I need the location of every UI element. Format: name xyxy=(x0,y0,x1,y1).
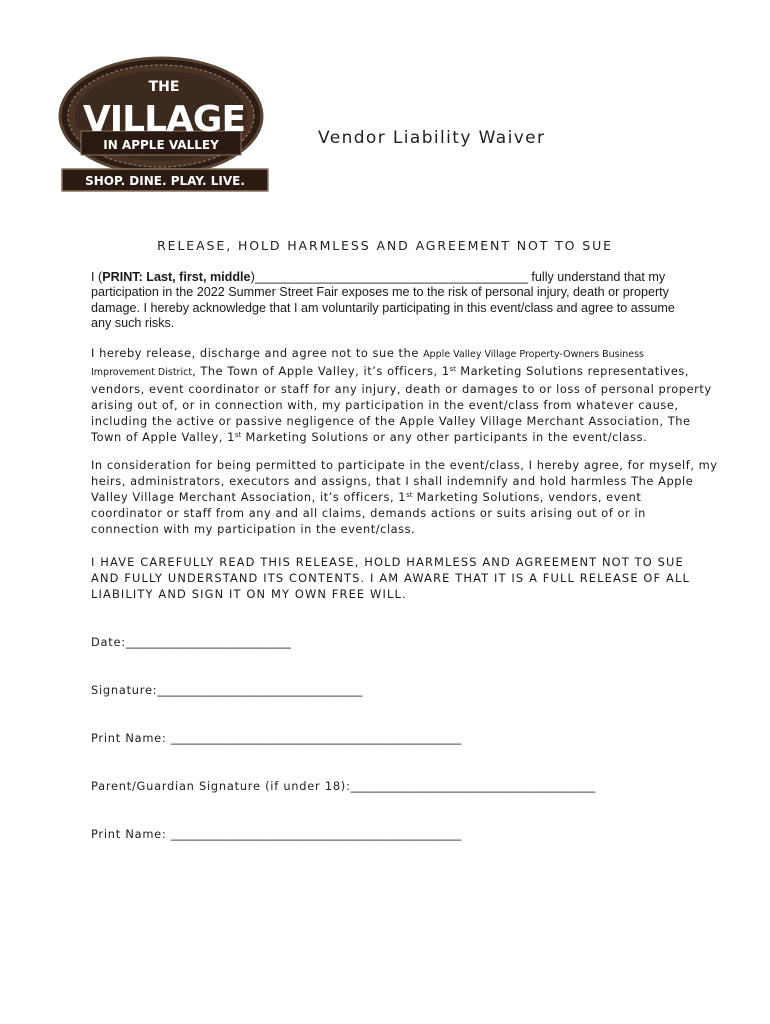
acknowledgement-line-3: LIABILITY AND SIGN IT ON MY OWN FREE WILL. xyxy=(91,587,407,602)
document-title: Vendor Liability Waiver xyxy=(318,128,546,148)
indemnity-text: Marketing Solutions, vendors, event xyxy=(412,490,642,505)
date-field xyxy=(91,635,291,649)
indemnity-line-2: heirs, administrators, executors and assigns, that I shall indemnify and hold harmless The Apple xyxy=(91,474,694,489)
print-name-field-1 xyxy=(91,731,461,745)
logo-tagline-text: SHOP. DINE. PLAY. LIVE. xyxy=(85,174,245,188)
release-text: Marketing Solutions representatives, xyxy=(456,364,690,379)
print-name-label: Print Name: xyxy=(91,731,171,745)
release-text: Marketing Solutions or any other participants in the event/class. xyxy=(241,430,648,445)
print-name-input-line[interactable]: ___________________________________________________ xyxy=(170,827,462,841)
acknowledgement-line-2: AND FULLY UNDERSTAND ITS CONTENTS. I AM AWARE THAT IT IS A FULL RELEASE OF ALL xyxy=(91,571,690,586)
guardian-signature-field xyxy=(91,779,596,793)
print-name-blank[interactable]: )_______________________________________ fully understand that my xyxy=(250,270,666,284)
indemnity-paragraph xyxy=(91,457,718,537)
signature-field xyxy=(91,683,362,697)
indemnity-line-3 xyxy=(91,489,691,505)
intro-line-4: any such risks. xyxy=(91,315,175,330)
release-line-4: arising out of, or in connection with, my participation in the event/class from whatever cause, xyxy=(91,398,679,413)
release-line-6 xyxy=(91,429,691,445)
intro-line-1 xyxy=(91,270,691,285)
signature-input-line[interactable]: ____________________________________ xyxy=(157,683,363,697)
indemnity-text: Valley Village Merchant Association, it’s officers, 1 xyxy=(91,490,407,505)
logo-village-text: VILLAGE xyxy=(82,99,246,140)
date-input-line[interactable]: _____________________________ xyxy=(125,635,291,649)
section-heading: RELEASE, HOLD HARMLESS AND AGREEMENT NOT TO SUE xyxy=(157,238,613,253)
release-text: , The Town of Apple Valley, it’s officers, 1 xyxy=(192,364,450,379)
district-name: Apple Valley Village Property-Owners Business xyxy=(423,349,645,360)
logo-graphic xyxy=(57,55,271,195)
print-name-label: Print Name: xyxy=(91,827,171,841)
print-name-field-2 xyxy=(91,827,461,841)
release-text: I hereby release, discharge and agree not to sue the xyxy=(91,346,424,360)
guardian-signature-input-line[interactable]: ___________________________________________ xyxy=(350,779,596,793)
logo-location-text: IN APPLE VALLEY xyxy=(103,138,219,152)
district-name-cont: Improvement District xyxy=(91,367,193,379)
village-logo xyxy=(57,55,271,195)
release-line-3: vendors, event coordinator or staff for any injury, death or damages to or loss of personal property xyxy=(91,382,712,397)
release-line-1 xyxy=(91,345,691,363)
intro-line-2: participation in the 2022 Summer Street Fair exposes me to the risk of personal injury, death or property xyxy=(91,285,669,300)
date-label: Date: xyxy=(91,635,126,649)
acknowledgement-paragraph xyxy=(91,554,691,602)
indemnity-line-1: In consideration for being permitted to participate in the event/class, I hereby agree, for myself, my xyxy=(91,458,718,472)
release-line-5: including the active or passive negligence of the Apple Valley Village Merchant Association, The xyxy=(91,414,691,429)
ordinal-suffix: st xyxy=(406,491,413,500)
signature-label: Signature: xyxy=(91,683,158,697)
intro-prefix: I ( xyxy=(91,270,103,284)
release-line-2 xyxy=(91,363,691,381)
logo-the-text: THE xyxy=(148,79,180,95)
indemnity-line-5: connection with my participation in the event/class. xyxy=(91,522,416,537)
ordinal-suffix: st xyxy=(449,365,457,374)
intro-line-3: damage. I hereby acknowledge that I am voluntarily participating in this event/class and agree to assume xyxy=(91,300,675,315)
print-name-input-line[interactable]: ___________________________________________________ xyxy=(170,731,462,745)
guardian-signature-label: Parent/Guardian Signature (if under 18): xyxy=(91,779,351,793)
intro-paragraph xyxy=(91,270,691,331)
release-paragraph xyxy=(91,345,712,446)
print-label: PRINT: Last, first, middle xyxy=(102,270,251,284)
acknowledgement-line-1: I HAVE CAREFULLY READ THIS RELEASE, HOLD HARMLESS AND AGREEMENT NOT TO SUE xyxy=(91,555,684,569)
indemnity-line-4: coordinator or staff from any and all claims, demands actions or suits arising out of or in xyxy=(91,506,646,521)
ordinal-suffix: st xyxy=(234,431,242,440)
release-text: Town of Apple Valley, 1 xyxy=(91,430,235,445)
